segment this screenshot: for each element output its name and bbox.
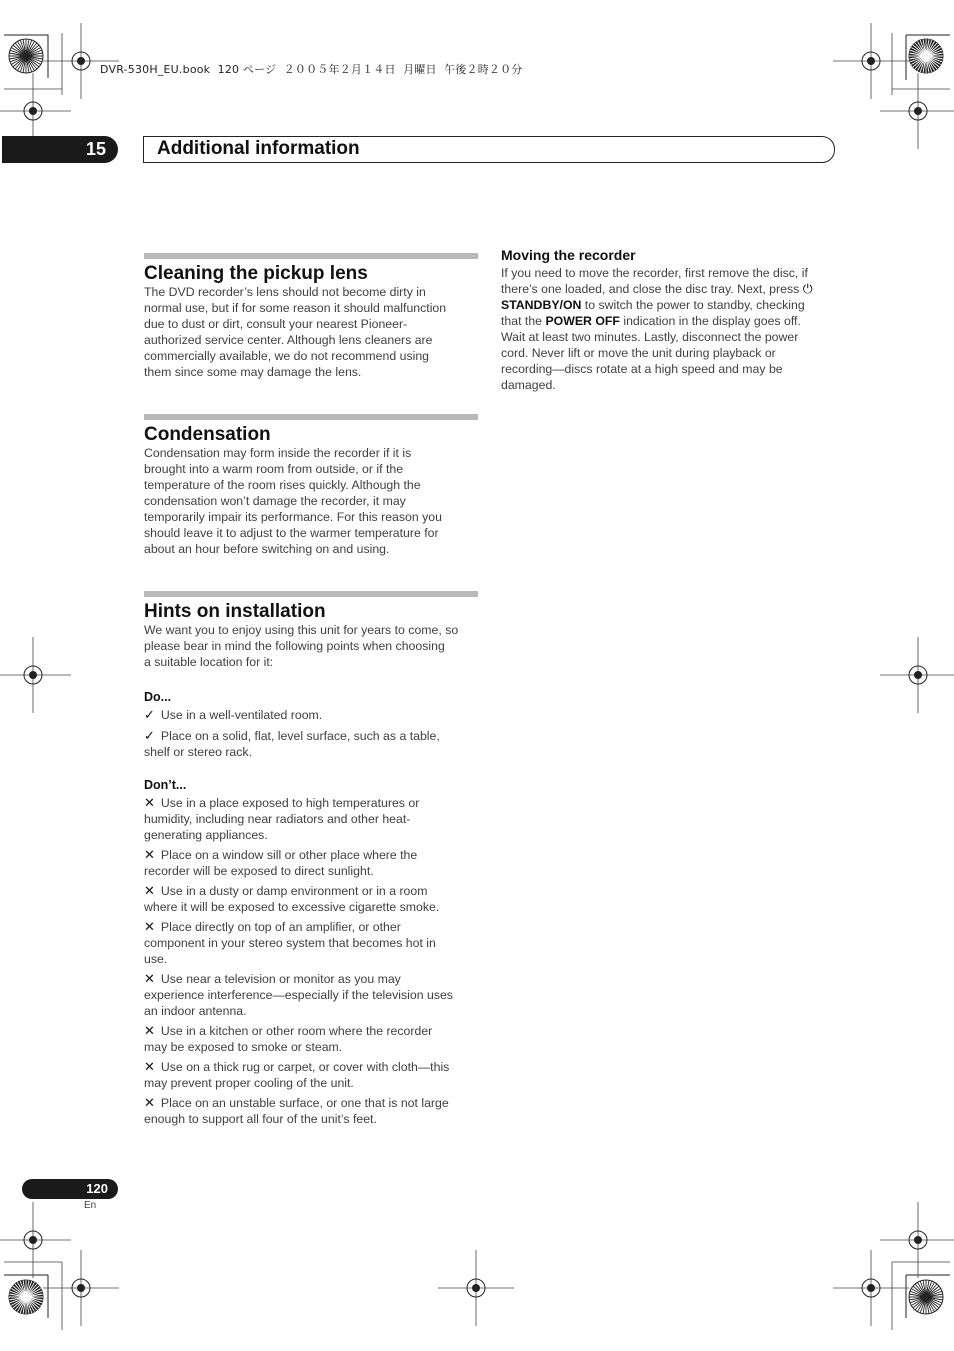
- list-item-text: recorder will be exposed to direct sunlight.: [144, 864, 374, 878]
- body-line: damaged.: [501, 378, 556, 392]
- chapter-number: 15: [85, 139, 106, 159]
- list-item-text: Place on a solid, flat, level surface, such as a table,: [160, 729, 440, 743]
- page-number-badge: [22, 1179, 118, 1199]
- dont-list: [144, 795, 480, 1127]
- crosshair-dot: [867, 57, 875, 65]
- list-item-text: shelf or stereo rack.: [144, 745, 252, 759]
- cross-icon: ✕: [144, 1059, 155, 1074]
- cross-icon: ✕: [144, 1023, 155, 1038]
- section-heading: Moving the recorder: [501, 247, 636, 263]
- list-item-text: where it will be exposed to excessive cigarette smoke.: [144, 900, 440, 914]
- body-line: The DVD recorder’s lens should not become dirty in: [144, 285, 426, 299]
- body-line: If you need to move the recorder, first remove the disc, if: [501, 266, 808, 280]
- rosette-center: [923, 1294, 929, 1300]
- crosshair-dot: [29, 1236, 37, 1244]
- body-line: [501, 313, 837, 329]
- body-text: to switch the power to standby, checking: [581, 298, 805, 312]
- list-item: [144, 1023, 480, 1055]
- list-item-text: Use in a kitchen or other room where the recorder: [160, 1024, 433, 1038]
- crosshair-dot: [77, 57, 85, 65]
- chapter-title: Additional information: [157, 138, 360, 159]
- list-item-text: Place directly on top of an amplifier, or other: [160, 920, 401, 934]
- list-item-text: Use near a television or monitor as you may: [160, 972, 401, 986]
- list-item-text: an indoor antenna.: [144, 1004, 247, 1018]
- section-hints: [144, 591, 480, 1127]
- body-line: [501, 297, 837, 313]
- body-line: condensation won’t damage the recorder, it may: [144, 494, 406, 508]
- check-icon: ✓: [144, 728, 155, 743]
- list-item-text: component in your stereo system that becomes hot in: [144, 936, 436, 950]
- cross-icon: ✕: [144, 1095, 155, 1110]
- do-heading: Do...: [144, 690, 172, 704]
- body-line: temporarily impair its performance. For this reason you: [144, 510, 442, 524]
- list-item: [144, 1059, 480, 1091]
- list-item-text: may be exposed to smoke or steam.: [144, 1040, 343, 1054]
- list-item-text: Use in a place exposed to high temperatures or: [160, 796, 420, 810]
- body-text: that the: [501, 314, 546, 328]
- list-item-text: may prevent proper cooling of the unit.: [144, 1076, 354, 1090]
- language-code: En: [84, 1200, 97, 1211]
- body-line: Wait at least two minutes. Lastly, disconnect the power: [501, 330, 799, 344]
- list-item-text: Use on a thick rug or carpet, or cover with cloth—this: [160, 1060, 450, 1074]
- print-info-line: DVR-530H_EU.book 120 ページ ２００５年２月１４日 月曜日 午後２時２０分: [100, 63, 523, 76]
- section-moving: [501, 246, 837, 393]
- body-line: please bear in mind the following points when choosing: [144, 639, 445, 653]
- list-item-text: humidity, including near radiators and other heat-: [144, 812, 411, 826]
- section-body: [144, 622, 480, 670]
- crosshair-dot: [867, 1284, 875, 1292]
- crosshair-dot: [914, 1236, 922, 1244]
- body-line: temperature of the room rises quickly. Although the: [144, 478, 421, 492]
- body-line: about an hour before switching on and using.: [144, 542, 390, 556]
- section-rule: [144, 414, 478, 420]
- list-item-text: Place on an unstable surface, or one that is not large: [160, 1096, 449, 1110]
- body-line: [501, 281, 837, 297]
- body-line: cord. Never lift or move the unit during playback or: [501, 346, 776, 360]
- cross-icon: ✕: [144, 971, 155, 986]
- list-item-text: enough to support all four of the unit’s feet.: [144, 1112, 377, 1126]
- list-item: [144, 707, 480, 723]
- chapter-header: [143, 136, 835, 163]
- list-item-text: generating appliances.: [144, 828, 268, 842]
- list-item-text: Use in a well-ventilated room.: [160, 708, 323, 722]
- check-icon: ✓: [144, 707, 155, 722]
- standby-key: STANDBY/ON: [501, 298, 582, 312]
- body-line: commercially available, we do not recommend using: [144, 349, 430, 363]
- list-item: [144, 919, 480, 967]
- list-item: [144, 847, 480, 879]
- list-item: [144, 883, 480, 915]
- section-heading: Hints on installation: [144, 601, 326, 622]
- body-line: a suitable location for it:: [144, 655, 274, 669]
- crosshair-dot: [472, 1284, 480, 1292]
- rosette-center: [923, 53, 929, 59]
- list-item: [144, 971, 480, 1019]
- cross-icon: ✕: [144, 883, 155, 898]
- section-rule: [144, 253, 478, 259]
- body-text: there’s one loaded, and close the disc tray. Next, press: [501, 282, 800, 296]
- body-line: Condensation may form inside the recorder if it is: [144, 446, 412, 460]
- list-item: [144, 1095, 480, 1127]
- body-line: authorized service center. Although lens cleaners are: [144, 333, 433, 347]
- crosshair-dot: [914, 671, 922, 679]
- cross-icon: ✕: [144, 847, 155, 862]
- page-number: 120: [86, 1181, 108, 1196]
- section-rule: [144, 591, 478, 597]
- body-line: them since some may damage the lens.: [144, 365, 362, 379]
- list-item: [144, 795, 480, 843]
- cross-icon: ✕: [144, 919, 155, 934]
- crosshair-dot: [29, 107, 37, 115]
- section-body: [144, 445, 480, 557]
- power-icon: ⏻: [802, 282, 813, 296]
- body-line: due to dust or dirt, consult your nearest Pioneer-: [144, 317, 408, 331]
- body-line: normal use, but if for some reason it should malfunction: [144, 301, 447, 315]
- crosshair-dot: [914, 107, 922, 115]
- body-line: We want you to enjoy using this unit for years to come, so: [144, 623, 459, 637]
- list-item: [144, 728, 480, 760]
- body-text: indication in the display goes off.: [619, 314, 801, 328]
- cross-icon: ✕: [144, 795, 155, 810]
- chapter-tab: [2, 136, 118, 163]
- list-item-text: use.: [144, 952, 168, 966]
- crosshair-dot: [29, 671, 37, 679]
- section-heading: Condensation: [144, 424, 271, 445]
- section-condensation: [144, 414, 480, 557]
- section-cleaning: [144, 253, 480, 380]
- section-body: [144, 284, 480, 380]
- list-item-text: Place on a window sill or other place where the: [160, 848, 418, 862]
- rosette-center: [23, 53, 29, 59]
- rosette-center: [23, 1294, 29, 1300]
- section-heading: Cleaning the pickup lens: [144, 263, 368, 284]
- body-line: brought into a warm room from outside, or if the: [144, 462, 404, 476]
- dont-heading: Don’t...: [144, 778, 187, 792]
- list-item-text: experience interference—especially if the television uses: [144, 988, 453, 1002]
- power-off-key: POWER OFF: [545, 314, 620, 328]
- body-line: should leave it to adjust to the warmer temperature for: [144, 526, 439, 540]
- crosshair-dot: [77, 1284, 85, 1292]
- body-line: recording—discs rotate at a high speed and may be: [501, 362, 783, 376]
- do-list: [144, 707, 480, 760]
- list-item-text: Use in a dusty or damp environment or in a room: [160, 884, 428, 898]
